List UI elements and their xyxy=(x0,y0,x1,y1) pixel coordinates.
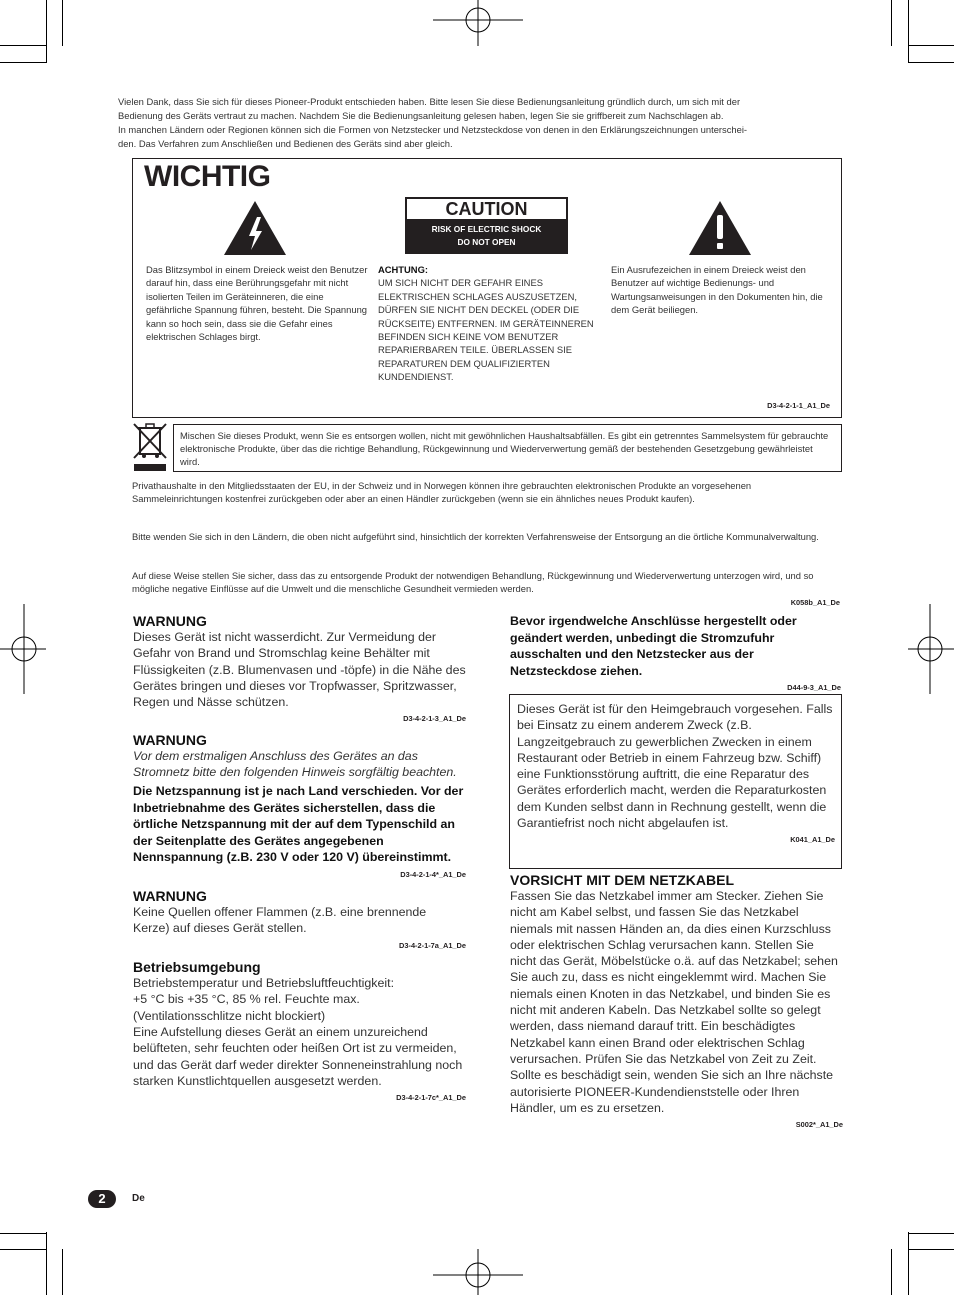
exclamation-warning-icon xyxy=(688,200,752,256)
section-heading: WARNUNG xyxy=(133,888,207,905)
reference-code: D3-4-2-1-7a_A1_De xyxy=(399,940,466,950)
warning-text: Keine Quellen offener Flammen (z.B. eine brennende Kerze) auf dieses Gerät stellen. xyxy=(133,905,427,936)
weee-paragraph: Bitte wenden Sie sich in den Ländern, die oben nicht aufgeführt sind, hinsichtlich der korrekten Verfahrensweise der Entsorgung an die örtliche Kommunalverwaltung. xyxy=(132,531,819,542)
caution-sub-line: RISK OF ELECTRIC SHOCK xyxy=(431,224,542,234)
intro-line: In manchen Ländern oder Regionen können sich die Formen von Netzstecker und Netzsteckdose von denen in den Erklärungszeichnungen unterschei- xyxy=(118,124,748,135)
registration-mark-bottom xyxy=(433,1249,523,1295)
notice-text: Dieses Gerät ist für den Heimgebrauch vorgesehen. Falls bei Einsatz zu einem anderem Zweck (z.B. Langzeitgebrauch zu gewerblichen Zwecken in einem Restaurant oder Betrieb in einem Fahrzeug bzw. Schiff) eine Funktionsstörung auftritt, die eine Reparatur des Gerätes erforderlich macht, werden die Reparaturkosten dem Kunden selbst dann in Rechnung gestellt, wenn die Garantiefrist noch nicht abgelaufen ist. xyxy=(517,702,833,831)
reference-code: D3-4-2-1-7c*_A1_De xyxy=(396,1093,466,1103)
intro-line: den. Das Verfahren zum Anschließen und Bedienen des Geräts sind aber gleich. xyxy=(118,138,453,149)
registration-mark-left xyxy=(0,604,46,694)
lightning-warning-icon xyxy=(223,200,287,256)
caution-label xyxy=(405,197,568,254)
registration-mark-right xyxy=(908,604,954,694)
warning-bold-text: Die Netzspannung ist je nach Land verschieden. Vor der Inbetriebnahme des Gerätes sicherstellen, dass die örtliche Netzspannung mit der auf dem Typenschild an der Seitenplatte des Gerätes angegebenen Nennspannung (z.B. 230 V oder 120 V) übereinstimmt. xyxy=(133,784,464,865)
reference-code: K041_A1_De xyxy=(790,835,835,845)
reference-code: D3-4-2-1-1_A1_De xyxy=(767,401,830,410)
cable-text: Fassen Sie das Netzkabel immer am Stecker. Ziehen Sie nicht am Kabel selbst, und fassen Sie das Netzkabel niemals mit nassen Händen an, da dies einen Kurzschluss oder elektrischen Schlag verursachen kann. Stellen Sie nicht das Gerät, Möbelstücke o.ä. auf das Netzkabel; sehen Sie auch zu, dass es nicht eingeklemmt wird. Machen Sie niemals einen Knoten in das Netzkabel, und binden Sie es nicht mit anderen Kabeln. Das Netzkabel sollte so gelegt werden, dass niemand darauf tritt. Ein beschädigtes Netzkabel kann einen Brand oder elektrischen Schlag verursachen. Prüfen Sie das Netzkabel von Zeit zu Zeit. Sollte es beschädigt sein, wenden Sie sich an Ihre nächste autorisierte PIONEER-Kundendienststelle oder Ihren Händler, um es zu ersetzen. xyxy=(510,889,838,1115)
power-cable-section xyxy=(510,872,843,1133)
warning-italic-text: Vor dem erstmaligen Anschluss des Gerätes an das Stromnetz bitte den folgenden Hinweis sorgfältig beachten. xyxy=(133,748,457,780)
lightning-explanation: Das Blitzsymbol in einem Dreieck weist den Benutzer darauf hin, dass eine Berührungsgefahr mit nicht isolierten Teilen im Geräteinneren, die eine gefährliche Spannung führen, besteht. Die Spannung kann so hoch sein, dass sie die Gefahr eines elektrischen Schlages birgt. xyxy=(146,264,368,343)
reference-code: D44-9-3_A1_De xyxy=(787,683,841,692)
section-heading: WARNUNG xyxy=(133,731,207,748)
section-heading: VORSICHT MIT DEM NETZKABEL xyxy=(510,872,734,888)
right-column xyxy=(510,613,841,696)
exclamation-explanation: Ein Ausrufezeichen in einem Dreieck weist den Benutzer auf wichtige Bedienungs- und Wartungsanweisungen in den Dokumenten hin, die dem Gerät beiliegen. xyxy=(611,264,823,316)
left-column xyxy=(133,613,466,1106)
achtung-text: UM SICH NICHT DER GEFAHR EINES ELEKTRISCHEN SCHLAGES AUSZUSETZEN, DÜRFEN SIE NICHT DEN DECKEL (ODER DIE RÜCKSEITE) ENTFERNEN. IM GERÄTEINNEREN BEFINDEN SICH KEINE VOM BENUTZER REPARIERBAREN TEILE. ÜBERLASSEN SIE REPARATUREN DEM QUALIFIZIERTEN KUNDENDIENST. xyxy=(378,277,594,383)
reference-code: K058b_A1_De xyxy=(790,598,840,607)
caution-sub-line: DO NOT OPEN xyxy=(457,237,516,247)
environment-line: (Ventilationsschlitze nicht blockiert) xyxy=(133,1008,326,1023)
caution-title: CAUTION xyxy=(407,199,566,219)
caution-subtitle xyxy=(405,223,568,249)
section-heading: WARNUNG xyxy=(133,613,207,629)
page-number: 2 xyxy=(88,1190,116,1208)
section-heading: Betriebsumgebung xyxy=(133,959,261,976)
environment-line: Betriebstemperatur und Betriebsluftfeuchtigkeit: xyxy=(133,976,395,991)
intro-text xyxy=(118,95,860,151)
achtung-block xyxy=(378,263,598,384)
achtung-heading: ACHTUNG: xyxy=(378,264,428,275)
reference-code: S002*_A1_De xyxy=(795,1120,843,1130)
home-use-notice xyxy=(517,701,835,849)
intro-line: Vielen Dank, dass Sie sich für dieses Pioneer-Produkt entschieden haben. Bitte lesen Sie diese Bedienungsanleitung gründlich durch, um sich mit der xyxy=(118,96,741,107)
weee-paragraph: Auf diese Weise stellen Sie sicher, dass das zu entsorgende Produkt der notwendigen Behandlung, Rückgewinnung und Wiederverwertung unterzogen wird, und so mögliche negative Einflüsse auf die Umwelt und die menschliche Gesundheit vermieden werden. xyxy=(132,570,814,595)
power-warning-bold: Bevor irgendwelche Anschlüsse hergestellt oder geändert werden, unbedingt die Stromzufuhr ausschalten und den Netzstecker aus der Netzsteckdose ziehen. xyxy=(510,614,797,678)
intro-line: Bedienung des Geräts vertraut zu machen. Nachdem Sie die Bedienungsanleitung gelesen haben, legen Sie sie griffbereit zum Nachschlagen ab. xyxy=(118,110,724,121)
weee-paragraph: Privathaushalte in den Mitgliedsstaaten der EU, in der Schweiz und in Norwegen können ihre gebrauchten elektronischen Produkte an vorgesehenen Sammeleinrichtungen kostenfrei zurückgeben oder aber an einen Händler zurückgeben (wenn sie ein ähnliches neues Produkt kaufen). xyxy=(132,480,752,505)
wichtig-title: WICHTIG xyxy=(144,160,271,193)
reference-code: D3-4-2-1-3_A1_De xyxy=(403,714,466,724)
reference-code: D3-4-2-1-4*_A1_De xyxy=(400,869,466,879)
environment-line: +5 °C bis +35 °C, 85 % rel. Feuchte max. xyxy=(133,992,360,1007)
warning-text: Dieses Gerät ist nicht wasserdicht. Zur Vermeidung der Gefahr von Brand und Stromschlag keine Behälter mit Flüssigkeiten (z.B. Blumenvasen und -töpfe) in die Nähe des Gerätes bringen und dieses vor Tropfwasser, Spritzwasser, Regen und Nässe schützen. xyxy=(133,630,466,710)
weee-box-text: Mischen Sie dieses Produkt, wenn Sie es entsorgen wollen, nicht mit gewöhnlichen Haushaltsabfällen. Es gibt ein getrenntes Sammelsystem für gebrauchte elektronische Produkte, über das die richtige Behandlung, Rückgewinnung und Wiederverwertung gemäß der bestehenden Gesetzgebung gewährleistet wird. xyxy=(180,430,829,467)
registration-mark-top xyxy=(433,0,523,46)
environment-text: Eine Aufstellung dieses Gerät an einem unzureichend belüfteten, sehr feuchten oder heißen Ort ist zu vermeiden, und das Gerät darf weder direkter Sonneneinstrahlung noch starken Kunstlichtquellen ausgesetzt werden. xyxy=(133,1024,463,1088)
language-code: De xyxy=(132,1193,145,1204)
crossed-bin-icon xyxy=(132,422,168,472)
